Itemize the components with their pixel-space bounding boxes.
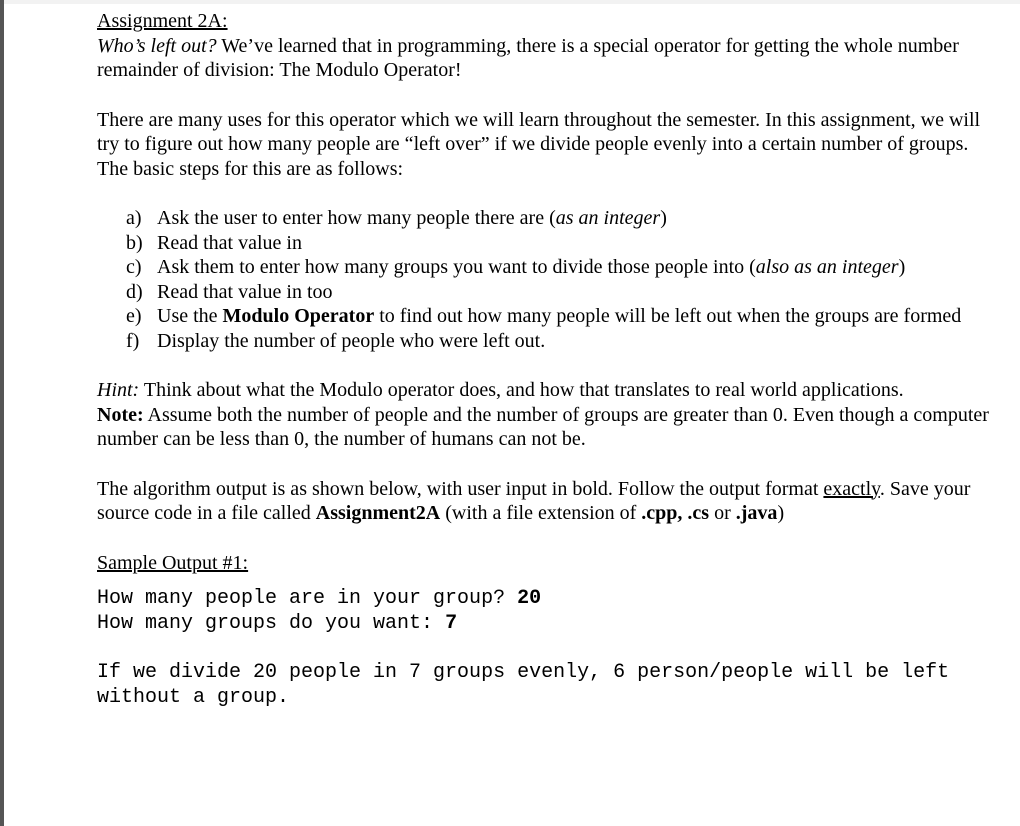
note-label: Note: (97, 403, 144, 426)
exactly-emphasis: exactly (823, 477, 880, 500)
list-marker: e) (126, 305, 142, 327)
sample-output (97, 587, 997, 710)
sample-prompt: How many groups do you want: (97, 611, 446, 635)
list-marker: f) (126, 329, 140, 352)
output-text: (with a file extension of (440, 502, 642, 524)
uses-paragraph: There are many uses for this operator which we will learn throughout the semester. In this assignment, we will try to figure out how many people are “left over” if we divide people evenly into a certain number of groups. The basic steps for this are as follows: (97, 108, 981, 180)
list-item (97, 231, 997, 256)
step-emphasis: as an integer (555, 207, 661, 229)
hint-text: Think about what the Modulo operator does, and how that translates to real world applications. (139, 379, 904, 401)
filename: Assignment2A (315, 502, 441, 524)
step-text: Use the (157, 305, 223, 327)
step-text: Read that value in too (157, 280, 333, 303)
output-text: The algorithm output is as shown below, with user input in bold. Follow the output format (97, 477, 824, 500)
step-strong: Modulo Operator (222, 305, 375, 327)
document-page (97, 9, 997, 710)
extension-cs: .cs (687, 502, 710, 524)
extension-cpp: .cpp (641, 502, 678, 524)
step-text: ) (660, 207, 667, 229)
steps-list (97, 206, 997, 353)
list-marker: b) (126, 231, 143, 254)
spacer (97, 83, 997, 108)
step-text: to find out how many people will be left out when the groups are formed (374, 305, 962, 327)
sample-output-heading: Sample Output #1: (97, 551, 249, 574)
list-marker: c) (126, 256, 142, 278)
spacer (97, 526, 997, 551)
list-item (97, 255, 997, 280)
sample-input: 7 (445, 611, 458, 635)
list-item (97, 280, 997, 305)
extension-java: .java (735, 502, 778, 524)
list-item (97, 304, 997, 329)
intro-lead: Who’s left out? (97, 34, 217, 57)
list-marker: a) (126, 207, 142, 229)
assignment-title: Assignment 2A: (97, 10, 228, 32)
spacer (97, 636, 997, 661)
sample-result: If we divide 20 people in 7 groups evenly, 6 person/people will be left without a group. (97, 661, 950, 709)
step-emphasis: also as an integer (755, 256, 899, 278)
step-text: Ask the user to enter how many people there are ( (157, 207, 556, 229)
list-marker: d) (126, 280, 143, 303)
spacer (97, 353, 997, 378)
step-text: Read that value in (157, 231, 302, 254)
step-text: ) (898, 256, 906, 278)
note-text: Assume both the number of people and the number of groups are greater than 0. Even though a computer number can be less than 0, the number of humans can not be. (97, 403, 989, 450)
spacer (97, 452, 997, 477)
sample-line (97, 612, 997, 637)
top-border (0, 0, 1020, 4)
output-text: . Save your source code in a file called (97, 477, 971, 524)
step-text: Display the number of people who were left out. (157, 329, 546, 352)
left-border (0, 0, 4, 826)
output-text: ) (777, 502, 785, 524)
extension-separator: , (677, 502, 688, 524)
sample-input: 20 (517, 587, 542, 610)
intro-text: We’ve learned that in programming, there is a special operator for getting the whole number remainder of division: The Modulo Operator! (97, 34, 959, 81)
hint-label: Hint: (97, 379, 140, 401)
intro-paragraph (97, 34, 997, 83)
spacer (97, 575, 997, 587)
list-item (97, 329, 997, 354)
output-format-paragraph (97, 477, 997, 526)
step-text: Ask them to enter how many groups you want to divide those people into ( (157, 256, 756, 278)
sample-line (97, 587, 997, 612)
sample-prompt: How many people are in your group? (97, 587, 518, 610)
extension-separator: or (709, 502, 736, 524)
note-paragraph (97, 403, 997, 452)
spacer (97, 181, 997, 206)
list-item (97, 206, 997, 231)
hint-paragraph (97, 378, 997, 403)
